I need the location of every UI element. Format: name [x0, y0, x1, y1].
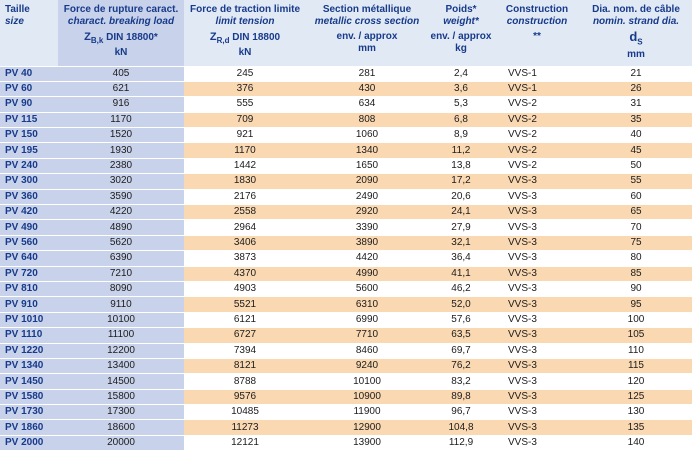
cell-size: PV 40 — [0, 66, 58, 81]
cell-weight: 2,4 — [428, 66, 494, 81]
cell-breaking-load: 15800 — [58, 389, 184, 404]
cell-breaking-load: 4890 — [58, 220, 184, 235]
cell-breaking-load: 7210 — [58, 266, 184, 281]
cell-cross-section: 1340 — [306, 143, 428, 158]
cell-limit-tension: 1170 — [184, 143, 306, 158]
cell-breaking-load: 916 — [58, 97, 184, 112]
cell-limit-tension: 555 — [184, 97, 306, 112]
table-body — [0, 66, 692, 450]
cell-size: PV 240 — [0, 158, 58, 173]
table-row — [0, 420, 692, 435]
cell-weight: 3,6 — [428, 81, 494, 96]
cell-breaking-load: 10100 — [58, 312, 184, 327]
cell-size: PV 150 — [0, 128, 58, 143]
cell-limit-tension: 9576 — [184, 389, 306, 404]
header-tension-fr: Force de traction limite — [189, 4, 301, 15]
cell-strand-diameter: 105 — [580, 328, 692, 343]
cell-cross-section: 6310 — [306, 297, 428, 312]
cell-cross-section: 6990 — [306, 312, 428, 327]
cell-construction: VVS-2 — [494, 112, 580, 127]
header-breaking-fr: Force de rupture caract. — [63, 4, 179, 15]
cell-strand-diameter: 31 — [580, 97, 692, 112]
table-row — [0, 128, 692, 143]
cell-limit-tension: 4370 — [184, 266, 306, 281]
cell-weight: 6,8 — [428, 112, 494, 127]
cell-size: PV 720 — [0, 266, 58, 281]
cell-strand-diameter: 95 — [580, 297, 692, 312]
header-section-fr: Section métallique — [322, 4, 412, 15]
cell-limit-tension: 3406 — [184, 235, 306, 250]
cell-strand-diameter: 21 — [580, 66, 692, 81]
cell-breaking-load: 17300 — [58, 405, 184, 420]
cell-weight: 5,3 — [428, 97, 494, 112]
table-row — [0, 266, 692, 281]
cell-size: PV 1010 — [0, 312, 58, 327]
cell-size: PV 640 — [0, 251, 58, 266]
cell-construction: VVS-3 — [494, 420, 580, 435]
table-row — [0, 205, 692, 220]
header-tension-unit: kN — [238, 47, 252, 59]
cell-weight: 17,2 — [428, 174, 494, 189]
cell-weight: 11,2 — [428, 143, 494, 158]
header-size-en: size — [5, 16, 24, 27]
table-row — [0, 97, 692, 112]
header-size-fr: Taille — [5, 4, 30, 15]
header-breaking-en: charact. breaking load — [67, 16, 175, 27]
cell-weight: 24,1 — [428, 205, 494, 220]
cell-limit-tension: 12121 — [184, 435, 306, 450]
cell-limit-tension: 376 — [184, 81, 306, 96]
cell-construction: VVS-3 — [494, 374, 580, 389]
cell-breaking-load: 2380 — [58, 158, 184, 173]
cell-limit-tension: 245 — [184, 66, 306, 81]
cell-limit-tension: 6727 — [184, 328, 306, 343]
cell-construction: VVS-2 — [494, 158, 580, 173]
header-tension-symbol: $Z_{R,d}$ DIN 18800 — [209, 31, 281, 46]
header-size — [0, 0, 58, 66]
cell-limit-tension: 11273 — [184, 420, 306, 435]
table-row — [0, 235, 692, 250]
cell-weight: 52,0 — [428, 297, 494, 312]
cell-breaking-load: 6390 — [58, 251, 184, 266]
cell-size: PV 90 — [0, 97, 58, 112]
cell-breaking-load: 18600 — [58, 420, 184, 435]
cell-cross-section: 13900 — [306, 435, 428, 450]
cell-strand-diameter: 130 — [580, 405, 692, 420]
cell-breaking-load: 1170 — [58, 112, 184, 127]
cell-cross-section: 1650 — [306, 158, 428, 173]
table-row — [0, 174, 692, 189]
cell-limit-tension: 4903 — [184, 281, 306, 296]
header-section-approx: env. / approx — [336, 31, 398, 42]
cell-construction: VVS-3 — [494, 358, 580, 373]
cell-weight: 46,2 — [428, 281, 494, 296]
cell-cross-section: 8460 — [306, 343, 428, 358]
table-row — [0, 328, 692, 343]
cell-breaking-load: 405 — [58, 66, 184, 81]
cell-weight: 104,8 — [428, 420, 494, 435]
cell-limit-tension: 1442 — [184, 158, 306, 173]
cell-cross-section: 2920 — [306, 205, 428, 220]
cell-limit-tension: 1830 — [184, 174, 306, 189]
header-weight — [428, 0, 494, 66]
cell-cross-section: 9240 — [306, 358, 428, 373]
cell-strand-diameter: 65 — [580, 205, 692, 220]
header-section-en: metallic cross section — [314, 16, 420, 27]
cell-size: PV 195 — [0, 143, 58, 158]
cell-size: PV 910 — [0, 297, 58, 312]
cell-cross-section: 2490 — [306, 189, 428, 204]
cell-weight: 69,7 — [428, 343, 494, 358]
cell-cross-section: 1060 — [306, 128, 428, 143]
cell-size: PV 115 — [0, 112, 58, 127]
cell-limit-tension: 7394 — [184, 343, 306, 358]
cell-construction: VVS-2 — [494, 128, 580, 143]
header-cross-section — [306, 0, 428, 66]
cell-size: PV 1340 — [0, 358, 58, 373]
cell-breaking-load: 5620 — [58, 235, 184, 250]
cell-strand-diameter: 85 — [580, 266, 692, 281]
header-weight-en: weight* — [443, 16, 479, 27]
cell-construction: VVS-3 — [494, 281, 580, 296]
cell-strand-diameter: 35 — [580, 112, 692, 127]
cell-strand-diameter: 60 — [580, 189, 692, 204]
cell-breaking-load: 14500 — [58, 374, 184, 389]
cell-size: PV 560 — [0, 235, 58, 250]
cell-breaking-load: 1930 — [58, 143, 184, 158]
cell-cross-section: 808 — [306, 112, 428, 127]
cell-breaking-load: 20000 — [58, 435, 184, 450]
cell-weight: 8,9 — [428, 128, 494, 143]
cell-weight: 57,6 — [428, 312, 494, 327]
header-tension-en: limit tension — [215, 16, 275, 27]
cell-weight: 96,7 — [428, 405, 494, 420]
table-row — [0, 158, 692, 173]
table-row — [0, 66, 692, 81]
cell-cross-section: 634 — [306, 97, 428, 112]
table-row — [0, 312, 692, 327]
cell-strand-diameter: 125 — [580, 389, 692, 404]
cell-cross-section: 12900 — [306, 420, 428, 435]
cell-cross-section: 11900 — [306, 405, 428, 420]
cell-weight: 32,1 — [428, 235, 494, 250]
cell-strand-diameter: 80 — [580, 251, 692, 266]
cell-size: PV 300 — [0, 174, 58, 189]
header-construction — [494, 0, 580, 66]
cell-construction: VVS-3 — [494, 189, 580, 204]
cell-breaking-load: 1520 — [58, 128, 184, 143]
cell-strand-diameter: 110 — [580, 343, 692, 358]
cell-strand-diameter: 120 — [580, 374, 692, 389]
cell-size: PV 1730 — [0, 405, 58, 420]
cell-construction: VVS-3 — [494, 297, 580, 312]
cell-strand-diameter: 75 — [580, 235, 692, 250]
cell-strand-diameter: 50 — [580, 158, 692, 173]
cell-weight: 13,8 — [428, 158, 494, 173]
header-diameter-en: nomin. strand dia. — [592, 16, 680, 27]
table-row — [0, 189, 692, 204]
cell-cross-section: 5600 — [306, 281, 428, 296]
cell-strand-diameter: 40 — [580, 128, 692, 143]
header-breaking-unit: kN — [114, 47, 128, 59]
cell-breaking-load: 9110 — [58, 297, 184, 312]
cell-weight: 20,6 — [428, 189, 494, 204]
cell-cross-section: 4990 — [306, 266, 428, 281]
header-weight-unit: kg — [455, 43, 467, 54]
cell-weight: 89,8 — [428, 389, 494, 404]
cell-construction: VVS-3 — [494, 174, 580, 189]
table-row — [0, 112, 692, 127]
cell-construction: VVS-3 — [494, 435, 580, 450]
cell-limit-tension: 2964 — [184, 220, 306, 235]
table-header — [0, 0, 692, 66]
cell-construction: VVS-2 — [494, 143, 580, 158]
cell-cross-section: 3890 — [306, 235, 428, 250]
cell-construction: VVS-3 — [494, 343, 580, 358]
header-weight-fr: Poids* — [445, 4, 477, 15]
cell-construction: VVS-3 — [494, 328, 580, 343]
table-row — [0, 389, 692, 404]
cell-strand-diameter: 45 — [580, 143, 692, 158]
cell-weight: 36,4 — [428, 251, 494, 266]
cell-strand-diameter: 26 — [580, 81, 692, 96]
cell-weight: 63,5 — [428, 328, 494, 343]
header-construction-en: construction — [506, 16, 568, 27]
table-row — [0, 374, 692, 389]
cell-strand-diameter: 100 — [580, 312, 692, 327]
cell-strand-diameter: 55 — [580, 174, 692, 189]
cell-size: PV 60 — [0, 81, 58, 96]
cell-strand-diameter: 115 — [580, 358, 692, 373]
table-row — [0, 143, 692, 158]
cell-weight: 83,2 — [428, 374, 494, 389]
cell-strand-diameter: 70 — [580, 220, 692, 235]
header-breaking-symbol: $Z_{B,k}$ DIN 18800* — [84, 31, 158, 46]
cell-size: PV 360 — [0, 189, 58, 204]
table-row — [0, 220, 692, 235]
cell-limit-tension: 2176 — [184, 189, 306, 204]
cell-construction: VVS-3 — [494, 312, 580, 327]
cell-construction: VVS-2 — [494, 97, 580, 112]
cell-limit-tension: 921 — [184, 128, 306, 143]
cell-size: PV 1580 — [0, 389, 58, 404]
cell-limit-tension: 8121 — [184, 358, 306, 373]
cell-size: PV 490 — [0, 220, 58, 235]
cell-cross-section: 430 — [306, 81, 428, 96]
table-row — [0, 81, 692, 96]
cell-strand-diameter: 140 — [580, 435, 692, 450]
cell-size: PV 2000 — [0, 435, 58, 450]
cell-breaking-load: 11100 — [58, 328, 184, 343]
cell-weight: 27,9 — [428, 220, 494, 235]
cell-cross-section: 281 — [306, 66, 428, 81]
cell-limit-tension: 2558 — [184, 205, 306, 220]
header-breaking-load — [58, 0, 184, 66]
table-row — [0, 358, 692, 373]
cell-weight: 112,9 — [428, 435, 494, 450]
cell-limit-tension: 3873 — [184, 251, 306, 266]
cell-limit-tension: 6121 — [184, 312, 306, 327]
table-row — [0, 297, 692, 312]
header-limit-tension — [184, 0, 306, 66]
cell-size: PV 1450 — [0, 374, 58, 389]
cell-construction: VVS-3 — [494, 405, 580, 420]
cell-cross-section: 10100 — [306, 374, 428, 389]
cell-size: PV 420 — [0, 205, 58, 220]
cell-size: PV 1220 — [0, 343, 58, 358]
cell-limit-tension: 10485 — [184, 405, 306, 420]
cell-construction: VVS-1 — [494, 81, 580, 96]
cell-breaking-load: 13400 — [58, 358, 184, 373]
cell-strand-diameter: 135 — [580, 420, 692, 435]
header-construction-note: ** — [533, 31, 541, 42]
cell-breaking-load: 3020 — [58, 174, 184, 189]
cell-weight: 76,2 — [428, 358, 494, 373]
cell-construction: VVS-3 — [494, 205, 580, 220]
cell-cross-section: 10900 — [306, 389, 428, 404]
cell-size: PV 1860 — [0, 420, 58, 435]
header-strand-diameter — [580, 0, 692, 66]
cell-cross-section: 4420 — [306, 251, 428, 266]
table-row — [0, 281, 692, 296]
cell-breaking-load: 3590 — [58, 189, 184, 204]
header-weight-approx: env. / approx — [430, 31, 492, 42]
cell-cross-section: 2090 — [306, 174, 428, 189]
header-diameter-fr: Dia. nom. de câble — [592, 4, 680, 15]
cell-limit-tension: 8788 — [184, 374, 306, 389]
cell-construction: VVS-3 — [494, 266, 580, 281]
cell-weight: 41,1 — [428, 266, 494, 281]
cell-cross-section: 7710 — [306, 328, 428, 343]
table-row — [0, 405, 692, 420]
cell-cross-section: 3390 — [306, 220, 428, 235]
cell-limit-tension: 5521 — [184, 297, 306, 312]
cell-breaking-load: 4220 — [58, 205, 184, 220]
table-row — [0, 251, 692, 266]
cell-construction: VVS-3 — [494, 220, 580, 235]
cell-breaking-load: 8090 — [58, 281, 184, 296]
cell-construction: VVS-3 — [494, 251, 580, 266]
cell-construction: VVS-3 — [494, 235, 580, 250]
cell-size: PV 1110 — [0, 328, 58, 343]
cell-construction: VVS-3 — [494, 389, 580, 404]
header-diameter-symbol: $d_S$ — [629, 29, 643, 47]
header-construction-fr: Construction — [505, 4, 569, 15]
table-row — [0, 343, 692, 358]
header-section-unit: mm — [358, 43, 376, 54]
cell-size: PV 810 — [0, 281, 58, 296]
cell-construction: VVS-1 — [494, 66, 580, 81]
cell-limit-tension: 709 — [184, 112, 306, 127]
cell-breaking-load: 12200 — [58, 343, 184, 358]
header-diameter-unit: mm — [627, 48, 645, 60]
cell-breaking-load: 621 — [58, 81, 184, 96]
cell-strand-diameter: 90 — [580, 281, 692, 296]
